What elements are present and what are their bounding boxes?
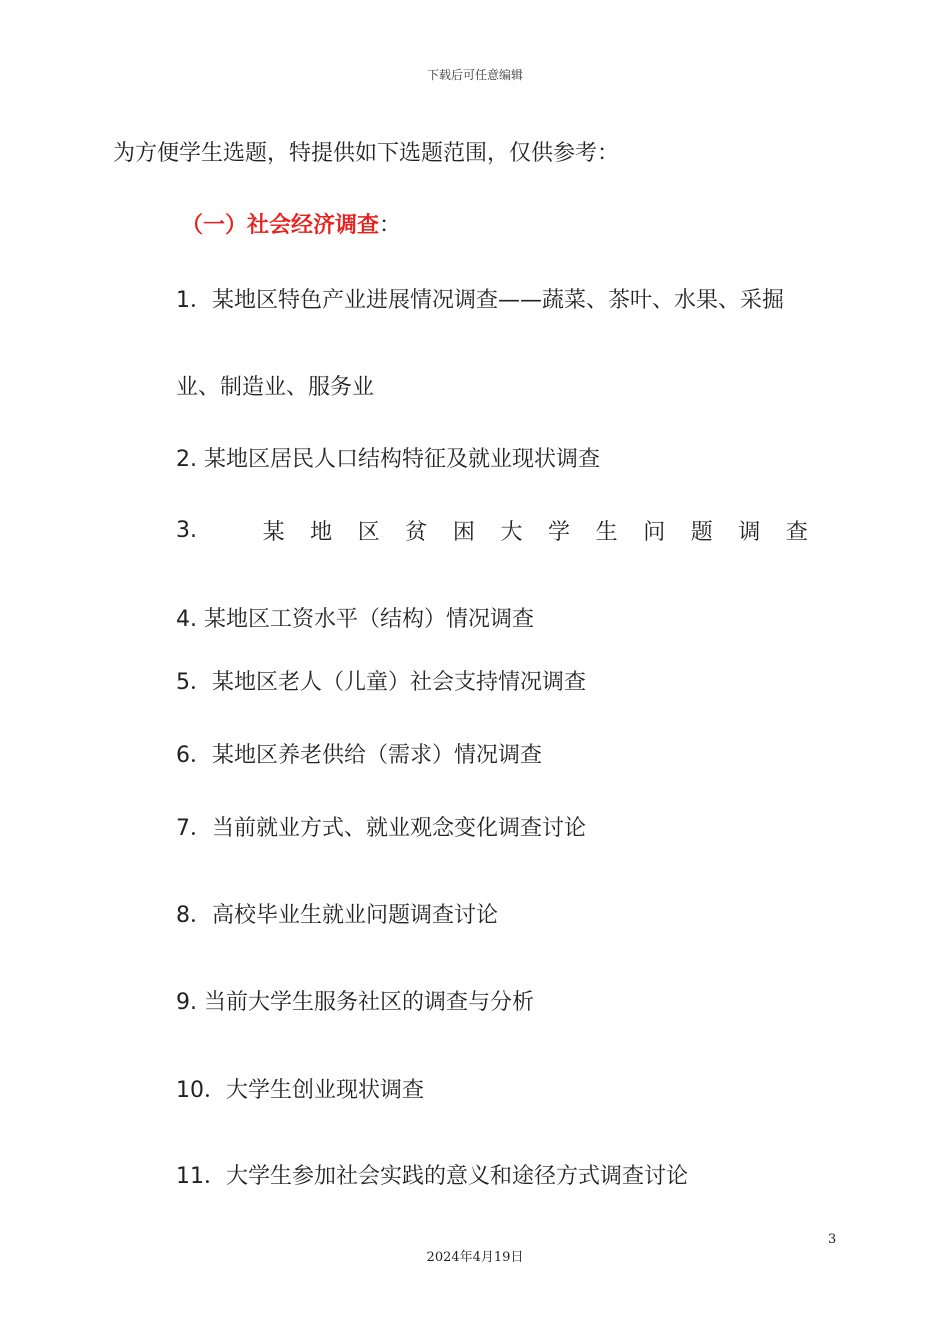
list-item-9: 9. 当前大学生服务社区的调查与分析 [176,990,534,1015]
list-item-2: 2. 某地区居民人口结构特征及就业现状调查 [176,447,600,472]
list-item-3 [176,515,808,546]
intro-paragraph: 为方便学生选题，特提供如下选题范围，仅供参考： [113,141,620,166]
list-item-6: 6．某地区养老供给（需求）情况调查 [176,743,542,768]
list-item-3-char: 困 [452,520,475,545]
list-item-1: 1．某地区特色产业进展情况调查——蔬菜、茶叶、水果、采掘 [176,288,784,313]
list-item-1-continuation: 业、制造业、服务业 [176,375,375,400]
page-header: 下载后可任意编辑 [426,68,523,82]
section-heading-title: （一）社会经济调查 [181,213,380,238]
footer-date: 2024年4月19日 [426,1250,524,1265]
list-item-8: 8．高校毕业生就业问题调查讨论 [176,903,498,928]
section-heading [181,208,401,239]
list-item-3-char: 题 [690,520,713,545]
list-item-3-char: 某 [262,520,285,545]
list-item-3-char: 调 [738,520,761,545]
list-item-3-char: 查 [785,520,808,545]
list-item-3-char: 地 [310,520,333,545]
page-number: 3 [828,1232,837,1247]
list-item-4: 4. 某地区工资水平（结构）情况调查 [176,607,534,632]
list-item-3-number: 3. [176,518,197,543]
list-item-3-char: 问 [643,520,666,545]
list-item-3-char: 大 [500,520,523,545]
list-item-7: 7．当前就业方式、就业观念变化调查讨论 [176,816,586,841]
list-item-10: 10．大学生创业现状调查 [176,1078,424,1103]
list-item-3-char: 生 [595,520,618,545]
list-item-3-char: 区 [357,520,380,545]
list-item-3-char: 贫 [405,520,428,545]
list-item-11: 11．大学生参加社会实践的意义和途径方式调查讨论 [176,1164,688,1189]
list-item-5: 5．某地区老人（儿童）社会支持情况调查 [176,670,586,695]
list-item-3-char: 学 [548,520,571,545]
section-heading-colon: ： [379,213,402,238]
